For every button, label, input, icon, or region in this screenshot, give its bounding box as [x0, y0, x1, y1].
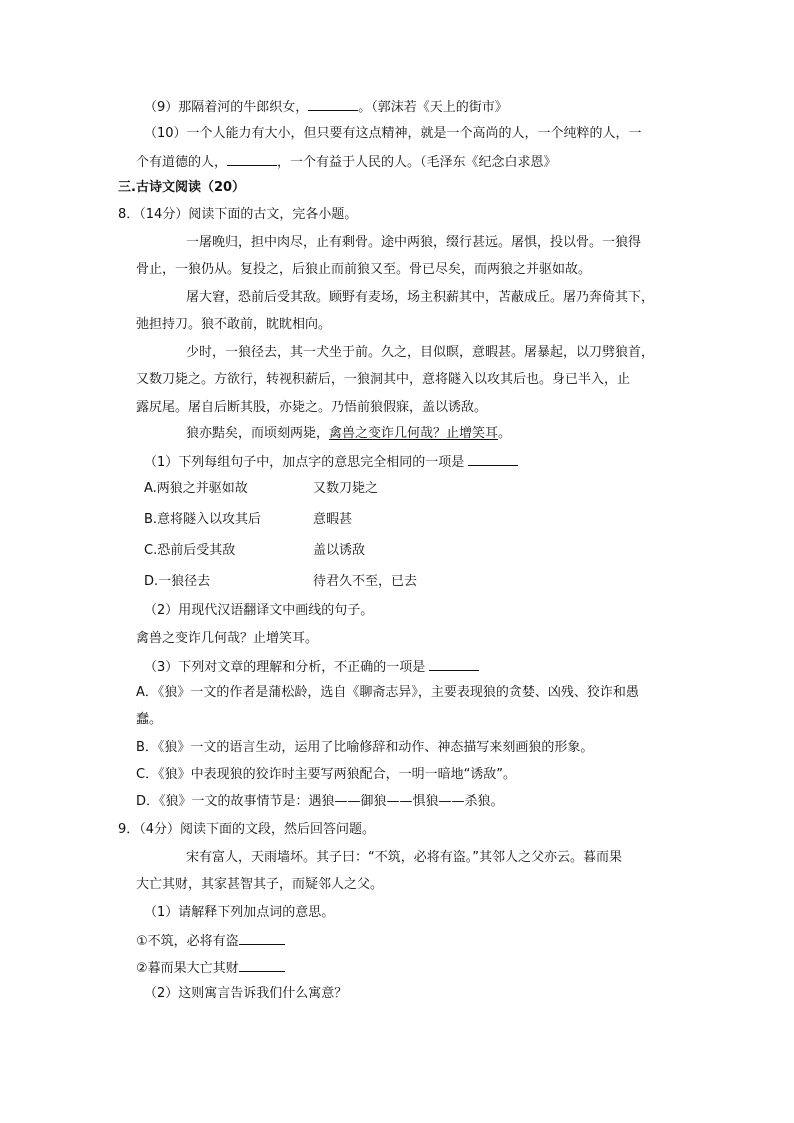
q8-sub3-question	[144, 656, 479, 678]
q8-sub3-option-a: A．《狼》一文的作者是蒲松龄，选自《聊斋志异》，主要表现狼的贪婪、凶残、狡诈和愚	[136, 685, 639, 700]
q8-passage-line: 弛担持刀。狼不敢前，眈眈相向。	[136, 317, 332, 332]
q8-sub1-blank[interactable]	[468, 451, 518, 466]
q8-sub2-question: （2）用现代汉语翻译文中画线的句子。	[144, 603, 374, 618]
q8-sub1-option	[144, 572, 604, 592]
q7-item10-blank[interactable]	[227, 151, 277, 166]
q8-passage-line: 又数刀毙之。方欲行，转视积薪后，一狼洞其中，意将隧入以攻其后也。身已半入，止	[136, 372, 631, 387]
q9-sub1-item2-text: ②暮而果大亡其财	[136, 961, 239, 976]
q9-sub1-item1-text: ①不筑，必将有盗	[136, 934, 239, 949]
q8-passage-line: 骨止，一狼仍从。复投之，后狼止而前狼又至。骨已尽矣，而两狼之并驱如故。	[136, 262, 592, 277]
q8-passage-line: 屠大窘，恐前后受其敌。顾野有麦场，场主积薪其中，苫蔽成丘。屠乃奔倚其下，	[186, 290, 655, 305]
q8-last-post: 。	[498, 426, 512, 441]
q9-sub1-question: （1）请解释下列加点词的意思。	[144, 905, 335, 920]
q8-sub3-option-d: D．《狼》一文的故事情节是：遇狼——御狼——惧狼——杀狼。	[136, 794, 504, 809]
q8-sub1-option-a-text: C.恐前后受其敌	[144, 543, 236, 558]
q8-sub1-option	[144, 541, 604, 561]
q8-sub1-question	[144, 451, 518, 473]
q8-sub1-option-a-text: D.一狼径去	[144, 574, 211, 589]
section3-heading: 三.古诗文阅读（20）	[118, 180, 246, 195]
q9-sub1-item2-blank[interactable]	[239, 957, 285, 972]
q8-sub2-sentence: 禽兽之变诈几何哉？止增笑耳。	[136, 631, 319, 646]
q7-item9-blank[interactable]	[308, 96, 358, 111]
q8-passage-line: 少时，一狼径去，其一犬坐于前。久之，目似瞑，意暇甚。屠暴起，以刀劈狼首，	[186, 345, 655, 360]
q9-sub1-item1-blank[interactable]	[239, 930, 285, 945]
q7-item10-post: ，一个有益于人民的人。（毛泽东《纪念白求恩》	[277, 155, 557, 170]
q8-passage-line: 一屠晚归，担中肉尽，止有剩骨。途中两狼，缀行甚远。屠惧，投以骨。一狼得	[186, 235, 642, 250]
q7-item9	[144, 96, 508, 118]
q9-sub1-item2	[136, 957, 285, 979]
q8-last-pre: 狼亦黠矣，而顷刻两毙，	[186, 426, 330, 441]
q9-stem: 9．（4分）阅读下面的文段，然后回答问题。	[118, 822, 376, 837]
q8-passage-last-line	[186, 424, 511, 444]
q7-item10-line1: （10）一个人能力有大小，但只要有这点精神，就是一个高尚的人，一个纯粹的人，一	[144, 126, 642, 141]
q9-passage-line2: 大亡其财，其家甚智其子，而疑邻人之父。	[136, 877, 384, 892]
q8-sub1-option-b-text: 待君久不至，已去	[313, 574, 418, 589]
q9-passage-line1: 宋有富人，天雨墙坏。其子曰：“不筑，必将有盗。”其邻人之父亦云。暮而果	[186, 850, 622, 865]
q7-item9-post: 。（郭沫若《天上的街市》	[358, 100, 508, 115]
q8-sub1-option	[144, 510, 604, 530]
q8-sub3-option-a-cont: 蠢。	[136, 712, 163, 727]
q8-passage-line: 露尻尾。屠自后断其股，亦毙之。乃悟前狼假寐，盖以诱敌。	[136, 400, 488, 415]
q8-underlined-sentence: 禽兽之变诈几何哉？止增笑耳	[329, 426, 499, 441]
q8-sub1-option	[144, 479, 604, 499]
q7-item9-pre: （9）那隔着河的牛郎织女，	[144, 100, 309, 115]
q7-item10-pre: 个有道德的人，	[136, 155, 228, 170]
q8-sub3-option-b: B．《狼》一文的语言生动，运用了比喻修辞和动作、神态描写来刻画狼的形象。	[136, 740, 594, 755]
q8-stem: 8．（14分）阅读下面的古文，完各小题。	[118, 207, 358, 222]
q9-sub2-question: （2）这则寓言告诉我们什么寓意？	[144, 986, 348, 1001]
q8-sub1-option-b-text: 盖以诱敌	[313, 543, 366, 558]
q8-sub1-option-b-text: 意暇甚	[313, 512, 353, 527]
q8-sub3-blank[interactable]	[429, 656, 479, 671]
q9-sub1-item1	[136, 930, 285, 952]
q8-sub3-question-text: （3）下列对文章的理解和分析，不正确的一项是	[144, 660, 426, 675]
q7-item10-line2	[136, 151, 557, 173]
q8-sub1-question-text: （1）下列每组句子中，加点字的意思完全相同的一项是	[144, 455, 465, 470]
q8-sub1-option-a-text: B.意将隧入以攻其后	[144, 512, 262, 527]
q8-sub1-option-a-text: A.两狼之并驱如故	[144, 481, 248, 496]
q8-sub1-option-b-text: 又数刀毙之	[313, 481, 379, 496]
q8-sub3-option-c: C．《狼》中表现狼的狡诈时主要写两狼配合，一明一暗地“诱敌”。	[136, 767, 517, 782]
